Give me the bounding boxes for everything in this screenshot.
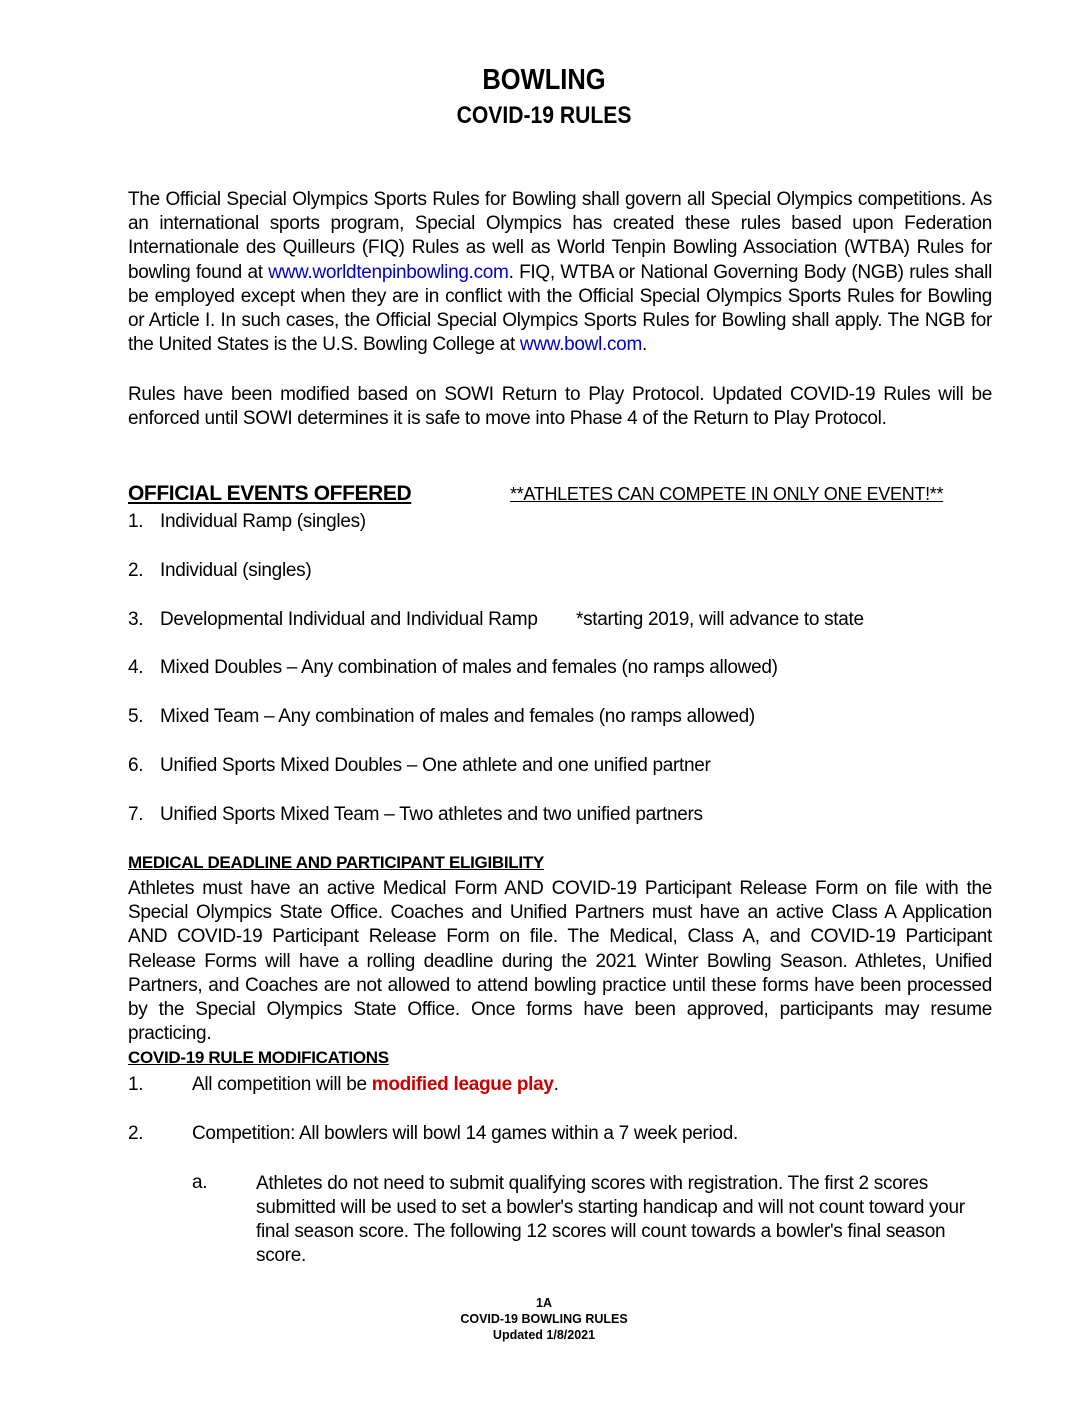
intro-text-2: . FIQ, WTBA or National Governing Body (NGB) rules shall be employed except when they are in conflict with the Official Special Olympics Sports Rules for Bowling or Article I. In such cases, the Official Special Olympics Sports Rules for Bowling shall apply. The NGB for the United States is the U.S. Bowling College at [128,261,992,356]
event-note: *starting 2019, will advance to state [576,609,864,630]
intro-text-1: The Official Special Olympics Sports Rules for Bowling shall govern all Special Olympics competitions. As an international sports program, Special Olympics has created these rules based upon Federation Internationale des Quilleurs (FIQ) Rules as well as World Tenpin Bowling Association (WTBA) Rules for bowling found at [128,189,992,283]
event-item: 4. Mixed Doubles – Any combination of males and females (no ramps allowed) [128,657,778,678]
modified-league-play: modified league play [371,1074,554,1095]
document-subtitle: COVID-19 RULES [456,102,632,129]
wtba-link[interactable]: www.worldtenpinbowling.com [268,261,509,283]
footer-page-number: 1A [536,1296,552,1310]
footer-doc-title: COVID-19 BOWLING RULES [460,1312,628,1326]
event-item: 2. Individual (singles) [128,560,312,581]
medical-paragraph: Athletes must have an active Medical Form AND COVID-19 Participant Release Form on file with the Special Olympics State Office. Coaches and Unified Partners must have an active Class A Application AND COVID-19 Participant Release Form on file. The Medical, Class A, and COVID-19 Participant Release Forms will have a rolling deadline during the 2021 Winter Bowling Season. Athletes, Unified Partners, and Coaches are not allowed to attend bowling practice until these forms have been processed by the Special Olympics State Office. Once forms have been approved, participants may resume practicing. [128,878,992,1045]
mod-item-2: Competition: All bowlers will bowl 14 games within a 7 week period. [192,1123,738,1144]
sub-item-a: Athletes do not need to submit qualifying scores with registration. The first 2 scores submitted will be used to set a bowler's starting handicap and will not count toward your final season score. The following 12 scores will count towards a bowler's final season score. [256,1173,965,1266]
events-heading: OFFICIAL EVENTS OFFERED [128,482,412,505]
document-title: BOWLING [482,64,606,96]
protocol-paragraph: Rules have been modified based on SOWI Return to Play Protocol. Updated COVID-19 Rules will be enforced until SOWI determines it is safe to move into Phase 4 of the Return to Play Protocol. [128,384,992,430]
bowl-link[interactable]: www.bowl.com [519,334,642,356]
sub-item-a-label: a. [192,1172,208,1193]
intro-paragraph [128,188,992,357]
mod-item-2-number: 2. [128,1123,144,1144]
event-item: 7. Unified Sports Mixed Team – Two athletes and two unified partners [128,804,703,825]
mod-item-1: All competition will be modified league play. [192,1074,559,1095]
footer-updated: Updated 1/8/2021 [492,1328,596,1342]
mod-item-1-number: 1. [128,1074,144,1095]
event-item: 5. Mixed Team – Any combination of males and females (no ramps allowed) [128,706,755,727]
intro-text-3: . [641,334,647,356]
medical-heading: MEDICAL DEADLINE AND PARTICIPANT ELIGIBILITY [128,853,544,872]
event-item: 1. Individual Ramp (singles) [128,511,366,532]
modifications-heading: COVID-19 RULE MODIFICATIONS [128,1048,389,1067]
event-item: 6. Unified Sports Mixed Doubles – One athlete and one unified partner [128,755,711,776]
events-note: **ATHLETES CAN COMPETE IN ONLY ONE EVENT!** [510,484,944,504]
event-item: 3. Developmental Individual and Individual Ramp *starting 2019, will advance to state [128,609,864,630]
